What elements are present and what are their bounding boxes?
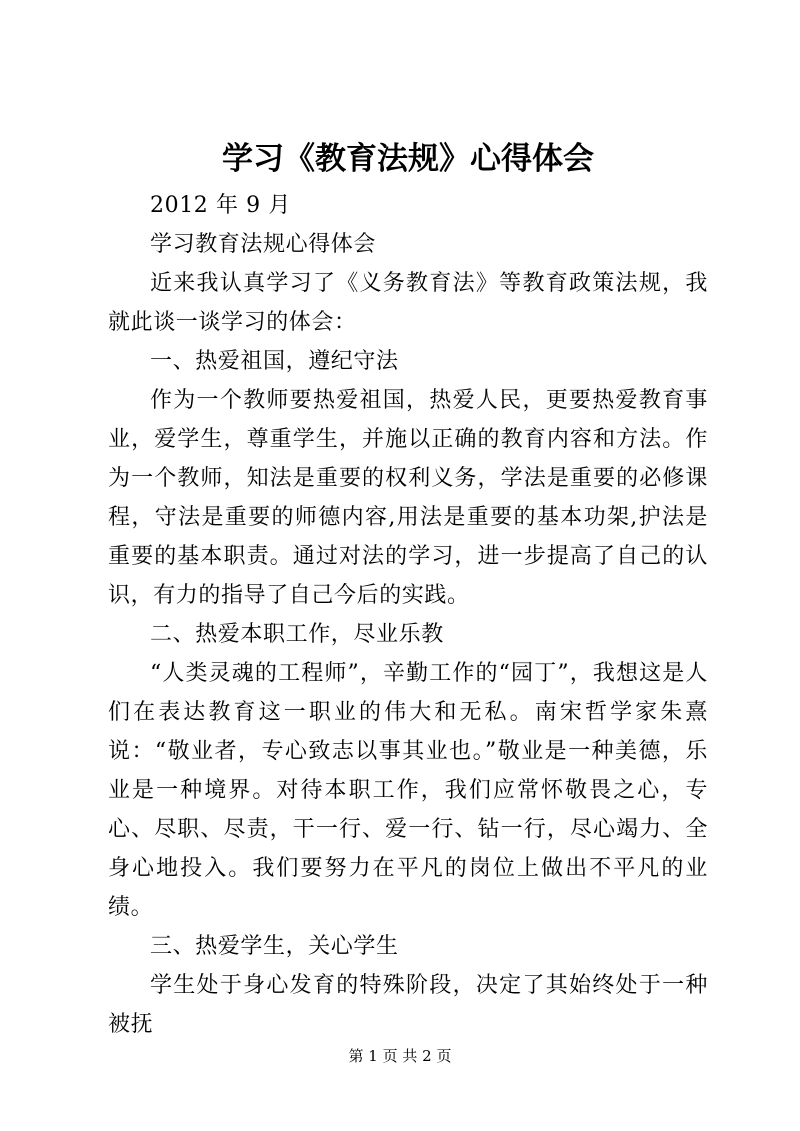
section-heading-2: 二、热爱本职工作，尽业乐教 [150,622,444,647]
intro-paragraph: 近来我认真学习了《义务教育法》等教育政策法规，我就此谈一谈学习的体会： [108,271,708,335]
subtitle-line: 学习教育法规心得体会 [150,232,377,257]
date-line: 2012 年 9 月 [150,193,291,218]
section-heading-1: 一、热爱祖国，遵纪守法 [150,349,399,374]
document-body [108,186,708,1044]
document-page [108,0,708,1131]
document-title: 学习《教育法规》心得体会 [222,141,594,177]
section-paragraph-1: 作为一个教师要热爱祖国，热爱人民，更要热爱教育事业，爱学生，尊重学生，并施以正确的教育内容和方法。作为一个教师，知法是重要的权利义务，学法是重要的必修课程，守法是重要的师德内容,用法是重要的基本功架,护法是重要的基本职责。通过对法的学习，进一步提高了自己的认识，有力的指导了自己今后的实践。 [108,388,708,608]
section-paragraph-3: 学生处于身心发育的特殊阶段，决定了其始终处于一种被抚 [108,973,708,1037]
section-paragraph-2: “人类灵魂的工程师”，辛勤工作的“园丁”，我想这是人们在表达教育这一职业的伟大和无私。南宋哲学家朱熹说：“敬业者，专心致志以事其业也。”敬业是一种美德，乐业是一种境界。对待本职工作，我们应常怀敬畏之心，专心、尽职、尽责，干一行、爱一行、钻一行，尽心竭力、全身心地投入。我们要努力在平凡的岗位上做出不平凡的业绩。 [108,661,708,920]
page-footer: 第 1 页 共 2 页 [348,1047,452,1065]
section-heading-3: 三、热爱学生，关心学生 [150,934,399,959]
